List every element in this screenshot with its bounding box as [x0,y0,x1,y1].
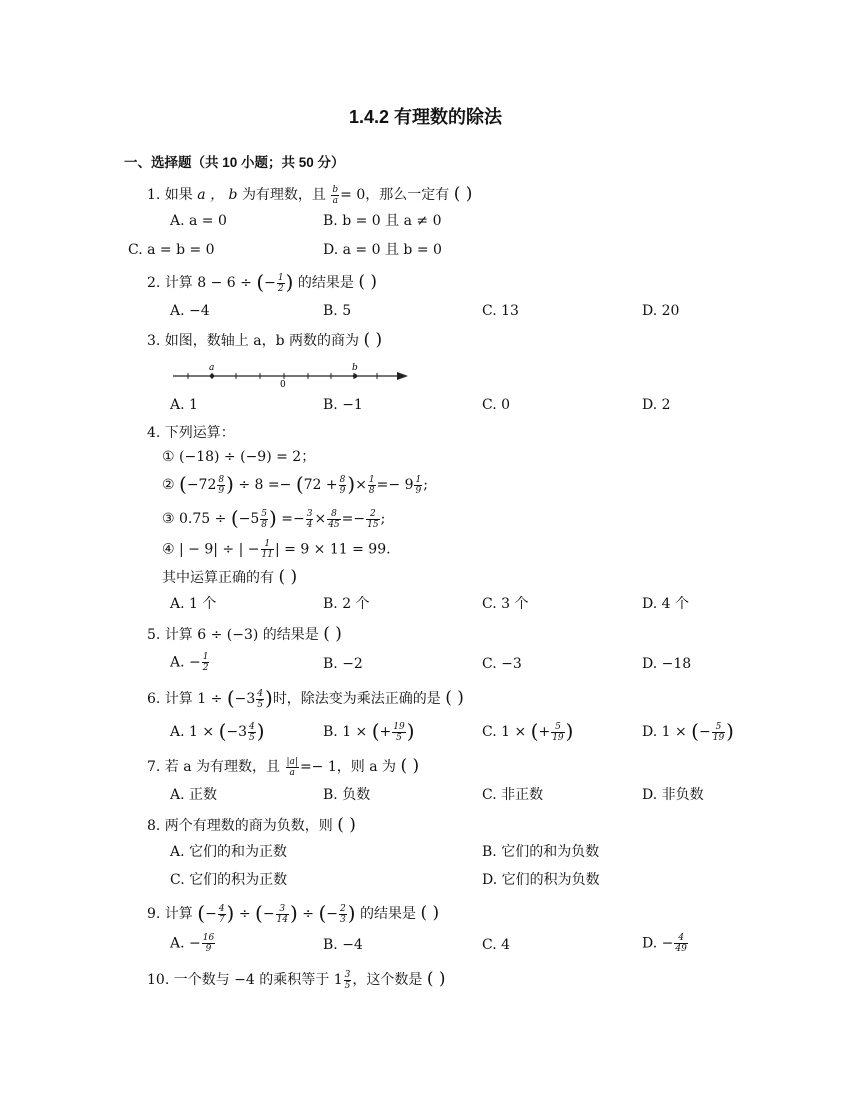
option-a[interactable]: A. 1 [170,397,198,413]
option-b[interactable]: B. 负数 [323,787,371,803]
sub-item-4: ④ | − 9| ÷ | − $\frac{1}{11}$ | = 9 × 11 = 99. [162,539,391,560]
number-line-figure [168,360,413,390]
option-d[interactable]: D. a = 0 且 b = 0 [323,242,442,258]
answer-blank[interactable]: ( ) [323,624,342,644]
option-a[interactable]: A. − $\frac{16}{9}$ [170,933,215,954]
question-2-stem: 2. 计算 8 − 6 ÷ (− $\frac{1}{2}$ ) 的结果是 ( ) [147,270,378,294]
answer-blank[interactable]: ( ) [426,969,446,989]
option-a[interactable]: A. 1 × (−3 $\frac{4}{5}$ ) [170,719,265,743]
option-b[interactable]: B. 它们的和为负数 [482,844,600,860]
sub-item-3: ③ 0.75 ÷ (−5 $\frac{5}{8}$ ) =− $\frac{3}{4}$ × $\frac{8}{45}$ =− $\frac{2}{15}$ ; [162,506,386,530]
option-d[interactable]: D. 1 × (− $\frac{5}{19}$ ) [642,719,734,743]
answer-blank[interactable]: ( ) [453,184,473,204]
option-a[interactable]: A. 1 个 [170,596,217,612]
sub-item-1: ① (−18) ÷ (−9) = 2； [162,449,316,465]
answer-blank[interactable]: ( ) [363,330,383,350]
option-d[interactable]: D. 4 个 [642,596,689,612]
option-d[interactable]: D. − $\frac{4}{49}$ [642,933,687,954]
option-b[interactable]: B. b = 0 且 a ≠ 0 [323,213,442,229]
option-c[interactable]: C. −3 [482,656,522,672]
answer-blank[interactable]: ( ) [358,272,378,292]
option-a[interactable]: A. − $\frac{1}{2}$ [170,652,209,673]
option-c[interactable]: C. 非正数 [482,787,544,803]
question-5-stem: 5. 计算 6 ÷ (−3) 的结果是 ( ) [147,624,342,644]
answer-blank[interactable]: ( ) [445,688,464,708]
option-c[interactable]: C. 4 [482,937,511,953]
option-b[interactable]: B. −4 [323,937,363,953]
answer-blank[interactable]: ( ) [278,567,298,587]
fraction: $\frac{b}{a}$ [332,184,339,206]
question-6-stem: 6. 计算 1 ÷ (−3 $\frac{4}{5}$ )时，除法变为乘法正确的是 ( ) [147,686,464,710]
section-heading: 一、选择题（共 10 小题；共 50 分） [124,155,345,170]
question-7-stem: 7. 若 a 为有理数，且 $\frac{|a|}{a}$ =− 1，则 a 为 ( ) [147,756,420,778]
option-d[interactable]: D. −18 [642,656,692,672]
option-b[interactable]: B. 1 × (+ $\frac{19}{5}$ ) [323,719,415,743]
question-10-stem: 10. 一个数与 −4 的乘积等于 1 $\frac{3}{5}$ ，这个数是 ( ) [147,969,446,991]
option-a[interactable]: A. −4 [170,303,210,319]
option-d[interactable]: D. 它们的积为负数 [482,872,600,888]
label-a: a [209,363,215,373]
question-8-stem: 8. 两个有理数的商为负数，则 ( ) [147,815,356,835]
answer-blank[interactable]: ( ) [420,903,440,923]
option-c[interactable]: C. 3 个 [482,596,529,612]
option-a[interactable]: A. 正数 [170,787,218,803]
answer-blank[interactable]: ( ) [400,756,420,776]
page-title: 1.4.2 有理数的除法 [349,107,503,127]
option-b[interactable]: B. 2 个 [323,596,370,612]
question-1-stem: 1. 如果 a ， b 为有理数，且 $\frac{b}{a}$ = 0，那么一定有 ( ) [147,184,473,206]
point-a [210,374,214,378]
option-c[interactable]: C. 0 [482,397,511,413]
option-b[interactable]: B. −1 [323,397,363,413]
option-b[interactable]: B. 5 [323,303,352,319]
question-9-stem: 9. 计算 (− $\frac{4}{7}$ ) ÷ (− $\frac{3}{14}$ ) ÷ (− $\frac{2}{3}$ ) 的结果是 ( ) [147,901,440,925]
option-c[interactable]: C. a = b = 0 [128,242,215,258]
question-4-tail: 其中运算正确的有 ( ) [162,567,298,587]
option-c[interactable]: C. 它们的积为正数 [170,872,288,888]
option-d[interactable]: D. 2 [642,397,671,413]
arrow-head-icon [397,372,408,380]
fraction: $\frac{1}{2}$ [277,272,284,294]
answer-blank[interactable]: ( ) [337,815,356,835]
label-zero: 0 [280,380,286,390]
option-b[interactable]: B. −2 [323,656,363,672]
option-c[interactable]: C. 1 × (+ $\frac{5}{19}$ ) [482,719,574,743]
option-a[interactable]: A. 它们的和为正数 [170,844,288,860]
option-d[interactable]: D. 非负数 [642,787,704,803]
option-a[interactable]: A. a = 0 [170,213,227,229]
point-b [353,374,357,378]
option-d[interactable]: D. 20 [642,303,680,319]
sub-item-2: ② (−72 $\frac{8}{9}$ ) ÷ 8 =− (72 + $\frac{8}{9}$ )× $\frac{1}{8}$ =− 9 $\frac{1}{9}$ ; [162,472,428,496]
label-b: b [352,363,358,373]
question-3-stem: 3. 如图，数轴上 a，b 两数的商为 ( ) [147,330,383,350]
question-4-stem: 4. 下列运算： [147,425,235,441]
option-c[interactable]: C. 13 [482,303,519,319]
